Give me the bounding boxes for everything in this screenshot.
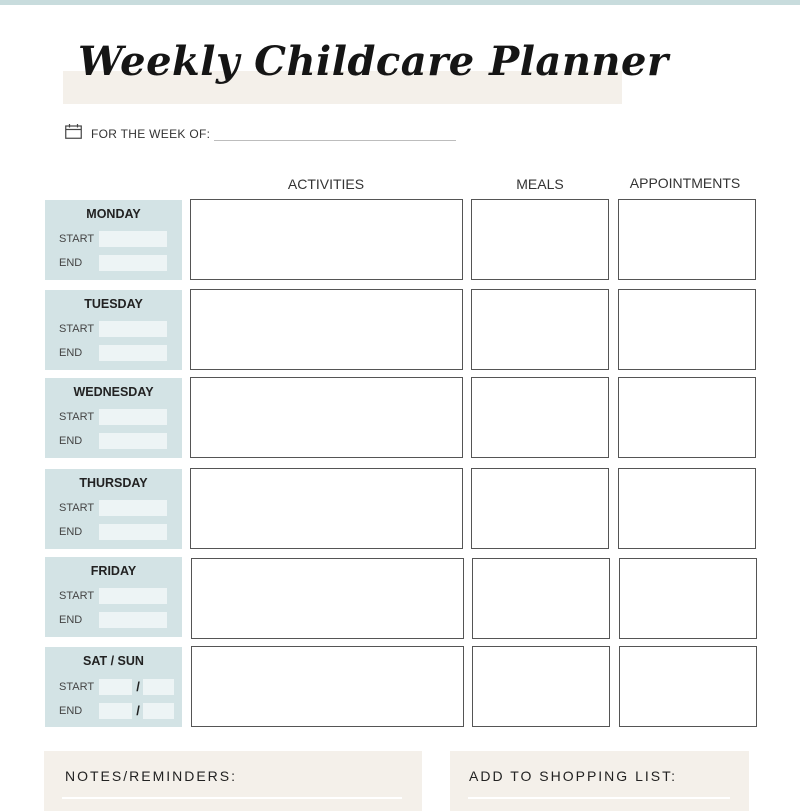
activities-cell-monday[interactable]	[190, 199, 463, 280]
day-panel-tuesday	[45, 290, 182, 370]
meals-cell-friday[interactable]	[472, 558, 610, 639]
week-of-field[interactable]	[214, 140, 456, 141]
day-panel-wednesday	[45, 378, 182, 458]
shopping-label: ADD TO SHOPPING LIST:	[469, 768, 677, 784]
day-panel-weekend	[45, 647, 182, 727]
end-label: END	[59, 435, 83, 447]
start-label: START	[59, 411, 95, 423]
sat-start-time-field[interactable]	[99, 679, 132, 695]
end-label: END	[59, 705, 83, 717]
day-panel-monday	[45, 200, 182, 280]
calendar-icon	[65, 124, 82, 139]
start-time-field[interactable]	[99, 231, 167, 247]
day-panel-thursday	[45, 469, 182, 549]
separator-slash: /	[136, 679, 140, 694]
activities-cell-friday[interactable]	[191, 558, 464, 639]
notes-section	[44, 751, 422, 811]
start-label: START	[59, 590, 95, 602]
meals-cell-monday[interactable]	[471, 199, 609, 280]
start-label: START	[59, 323, 95, 335]
end-label: END	[59, 347, 83, 359]
appointments-cell-wednesday[interactable]	[618, 377, 756, 458]
activities-cell-tuesday[interactable]	[190, 289, 463, 370]
end-time-field[interactable]	[99, 345, 167, 361]
top-accent-bar	[0, 0, 800, 5]
end-label: END	[59, 614, 83, 626]
appointments-header: APPOINTMENTS	[629, 175, 741, 191]
day-name: THURSDAY	[79, 476, 148, 490]
day-name: FRIDAY	[90, 564, 137, 578]
day-name: WEDNESDAY	[73, 385, 154, 399]
appointments-cell-friday[interactable]	[619, 558, 757, 639]
separator-slash: /	[136, 703, 140, 718]
activities-header: ACTIVITIES	[287, 176, 365, 192]
start-label: START	[59, 681, 95, 693]
appointments-cell-monday[interactable]	[618, 199, 756, 280]
notes-field[interactable]	[62, 797, 402, 799]
sun-end-time-field[interactable]	[143, 703, 174, 719]
appointments-cell-weekend[interactable]	[619, 646, 757, 727]
sun-start-time-field[interactable]	[143, 679, 174, 695]
shopping-field[interactable]	[468, 797, 730, 799]
end-time-field[interactable]	[99, 255, 167, 271]
appointments-cell-thursday[interactable]	[618, 468, 756, 549]
day-panel-friday	[45, 557, 182, 637]
sat-end-time-field[interactable]	[99, 703, 132, 719]
meals-header: MEALS	[516, 176, 564, 192]
week-of-label: FOR THE WEEK OF:	[91, 127, 211, 141]
start-time-field[interactable]	[99, 588, 167, 604]
end-time-field[interactable]	[99, 433, 167, 449]
start-time-field[interactable]	[99, 500, 167, 516]
activities-cell-weekend[interactable]	[191, 646, 464, 727]
end-label: END	[59, 526, 83, 538]
notes-label: NOTES/REMINDERS:	[65, 768, 238, 784]
start-label: START	[59, 233, 95, 245]
activities-cell-wednesday[interactable]	[190, 377, 463, 458]
start-time-field[interactable]	[99, 321, 167, 337]
shopping-section	[450, 751, 749, 811]
activities-cell-thursday[interactable]	[190, 468, 463, 549]
page-title: Weekly Childcare Planner	[78, 38, 669, 85]
day-name: SAT / SUN	[83, 654, 144, 668]
meals-cell-thursday[interactable]	[471, 468, 609, 549]
meals-cell-weekend[interactable]	[472, 646, 610, 727]
end-label: END	[59, 257, 83, 269]
start-time-field[interactable]	[99, 409, 167, 425]
appointments-cell-tuesday[interactable]	[618, 289, 756, 370]
start-label: START	[59, 502, 95, 514]
meals-cell-tuesday[interactable]	[471, 289, 609, 370]
end-time-field[interactable]	[99, 524, 167, 540]
day-name: MONDAY	[86, 207, 141, 221]
meals-cell-wednesday[interactable]	[471, 377, 609, 458]
end-time-field[interactable]	[99, 612, 167, 628]
day-name: TUESDAY	[84, 297, 143, 311]
